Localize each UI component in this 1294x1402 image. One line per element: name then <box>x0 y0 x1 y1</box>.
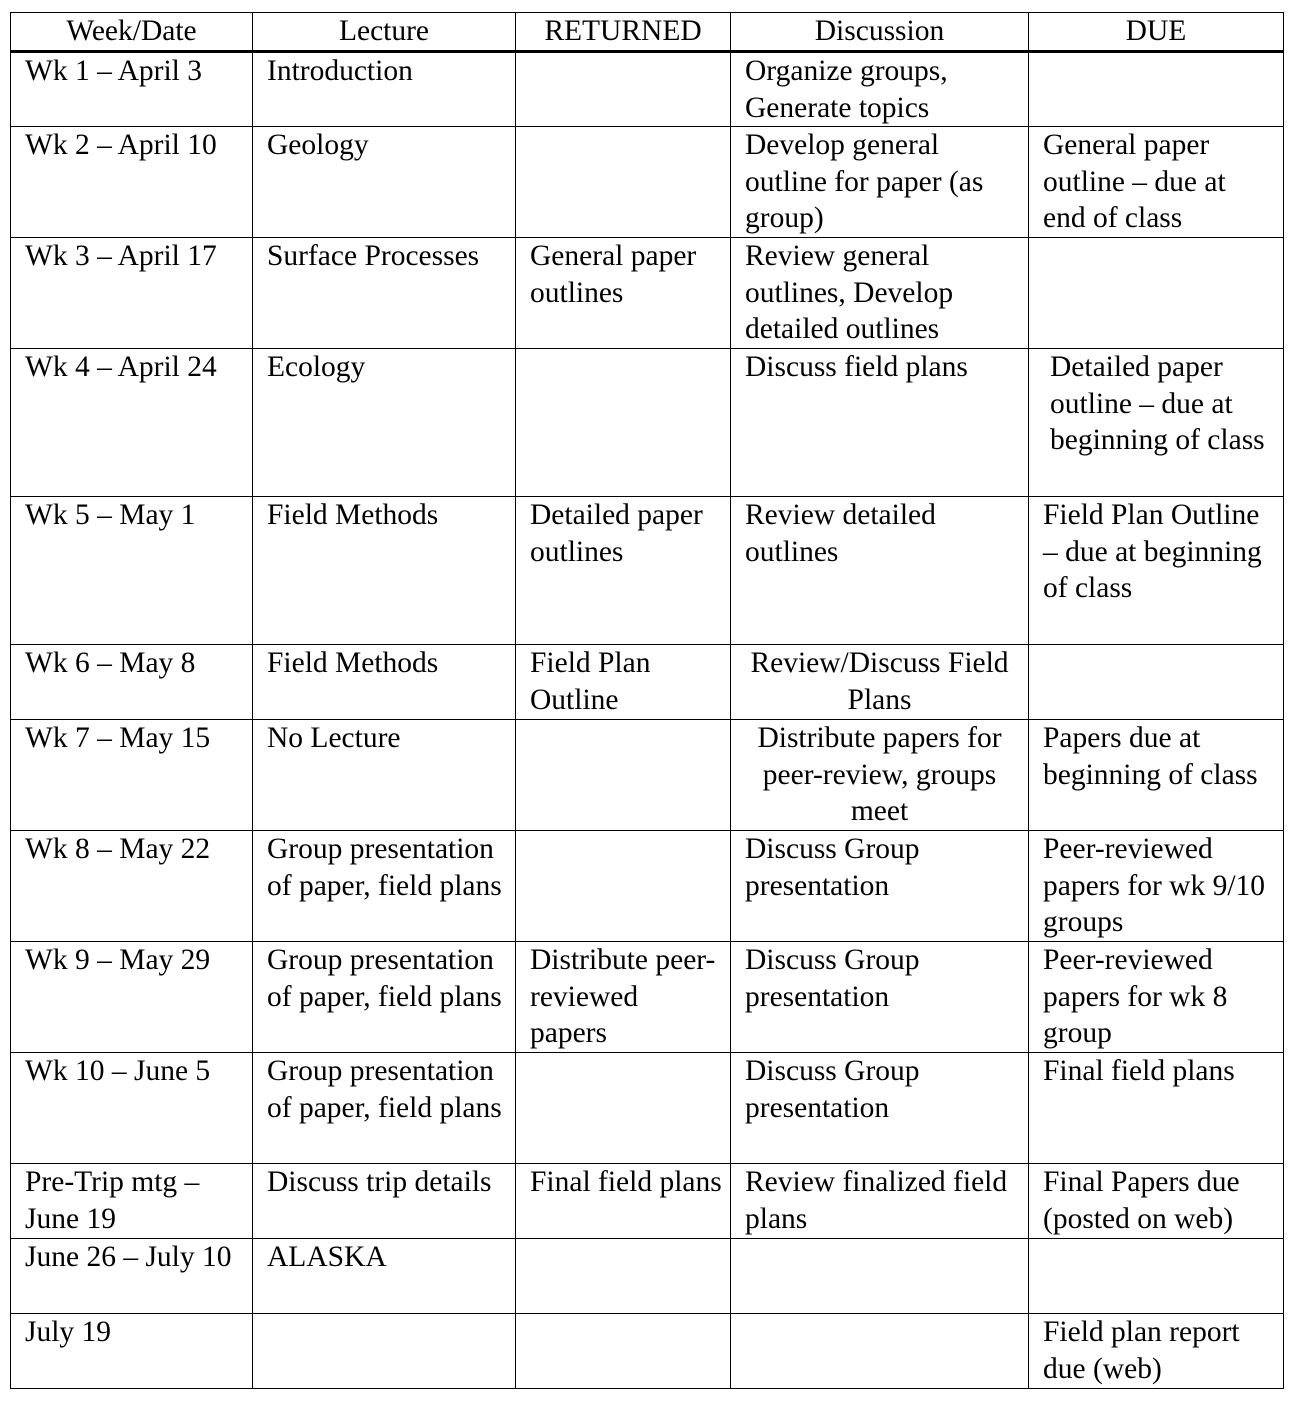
cell-due: Field Plan Outline – due at beginning of class <box>1029 497 1284 645</box>
cell-lecture: ALASKA <box>253 1239 516 1314</box>
cell-returned <box>516 1053 731 1164</box>
cell-returned <box>516 1239 731 1314</box>
table-row <box>11 238 1284 349</box>
cell-week-date: Wk 4 – April 24 <box>11 349 253 497</box>
cell-returned: Field Plan Outline <box>516 645 731 720</box>
cell-due: Detailed paper outline – due at beginning of class <box>1029 349 1284 497</box>
cell-week-date: Wk 10 – June 5 <box>11 1053 253 1164</box>
cell-returned: Detailed paper outlines <box>516 497 731 645</box>
cell-discussion: Develop general outline for paper (as group) <box>731 127 1029 238</box>
cell-lecture: No Lecture <box>253 720 516 831</box>
cell-discussion: Organize groups, Generate topics <box>731 52 1029 127</box>
cell-lecture: Surface Processes <box>253 238 516 349</box>
cell-due <box>1029 238 1284 349</box>
col-header-due: DUE <box>1029 13 1284 52</box>
cell-week-date: Wk 7 – May 15 <box>11 720 253 831</box>
cell-discussion: Review detailed outlines <box>731 497 1029 645</box>
cell-lecture: Ecology <box>253 349 516 497</box>
cell-lecture: Discuss trip details <box>253 1164 516 1239</box>
table-row <box>11 497 1284 645</box>
table-row <box>11 942 1284 1053</box>
cell-week-date: Wk 3 – April 17 <box>11 238 253 349</box>
cell-discussion <box>731 1314 1029 1389</box>
cell-discussion: Discuss Group presentation <box>731 1053 1029 1164</box>
cell-due: Peer-reviewed papers for wk 8 group <box>1029 942 1284 1053</box>
cell-lecture <box>253 1314 516 1389</box>
cell-lecture: Introduction <box>253 52 516 127</box>
cell-due <box>1029 645 1284 720</box>
cell-due: Final field plans <box>1029 1053 1284 1164</box>
table-row <box>11 1053 1284 1164</box>
cell-returned: Distribute peer-reviewed papers <box>516 942 731 1053</box>
cell-discussion: Distribute papers for peer-review, groups meet <box>731 720 1029 831</box>
cell-discussion: Review finalized field plans <box>731 1164 1029 1239</box>
table-row <box>11 720 1284 831</box>
col-header-returned: RETURNED <box>516 13 731 52</box>
col-header-week-date: Week/Date <box>11 13 253 52</box>
cell-discussion: Discuss Group presentation <box>731 942 1029 1053</box>
table-row <box>11 645 1284 720</box>
col-header-discussion: Discussion <box>731 13 1029 52</box>
cell-returned <box>516 831 731 942</box>
cell-week-date: Wk 5 – May 1 <box>11 497 253 645</box>
cell-due: Peer-reviewed papers for wk 9/10 groups <box>1029 831 1284 942</box>
table-row <box>11 1164 1284 1239</box>
cell-returned <box>516 127 731 238</box>
cell-returned <box>516 720 731 831</box>
cell-due: Final Papers due (posted on web) <box>1029 1164 1284 1239</box>
cell-week-date: June 26 – July 10 <box>11 1239 253 1314</box>
cell-due <box>1029 52 1284 127</box>
table-row <box>11 831 1284 942</box>
cell-discussion: Discuss field plans <box>731 349 1029 497</box>
cell-week-date: Wk 6 – May 8 <box>11 645 253 720</box>
cell-due: Field plan report due (web) <box>1029 1314 1284 1389</box>
cell-lecture: Field Methods <box>253 497 516 645</box>
col-header-lecture: Lecture <box>253 13 516 52</box>
cell-discussion: Review/Discuss Field Plans <box>731 645 1029 720</box>
cell-returned: Final field plans <box>516 1164 731 1239</box>
cell-week-date: Wk 2 – April 10 <box>11 127 253 238</box>
cell-discussion: Review general outlines, Develop detailed outlines <box>731 238 1029 349</box>
cell-due: General paper outline – due at end of class <box>1029 127 1284 238</box>
header-row <box>11 13 1284 52</box>
table-row <box>11 1314 1284 1389</box>
cell-discussion <box>731 1239 1029 1314</box>
cell-week-date: Wk 8 – May 22 <box>11 831 253 942</box>
cell-returned <box>516 349 731 497</box>
cell-due: Papers due at beginning of class <box>1029 720 1284 831</box>
table-row <box>11 52 1284 127</box>
cell-week-date: Pre-Trip mtg – June 19 <box>11 1164 253 1239</box>
cell-lecture: Group presentation of paper, field plans <box>253 942 516 1053</box>
cell-week-date: Wk 9 – May 29 <box>11 942 253 1053</box>
cell-lecture: Field Methods <box>253 645 516 720</box>
table-row <box>11 349 1284 497</box>
cell-week-date: July 19 <box>11 1314 253 1389</box>
cell-lecture: Group presentation of paper, field plans <box>253 831 516 942</box>
cell-week-date: Wk 1 – April 3 <box>11 52 253 127</box>
cell-due <box>1029 1239 1284 1314</box>
cell-returned: General paper outlines <box>516 238 731 349</box>
cell-returned <box>516 1314 731 1389</box>
table-row <box>11 127 1284 238</box>
cell-returned <box>516 52 731 127</box>
table-row <box>11 1239 1284 1314</box>
cell-discussion: Discuss Group presentation <box>731 831 1029 942</box>
cell-lecture: Geology <box>253 127 516 238</box>
cell-lecture: Group presentation of paper, field plans <box>253 1053 516 1164</box>
schedule-table <box>10 12 1284 1389</box>
